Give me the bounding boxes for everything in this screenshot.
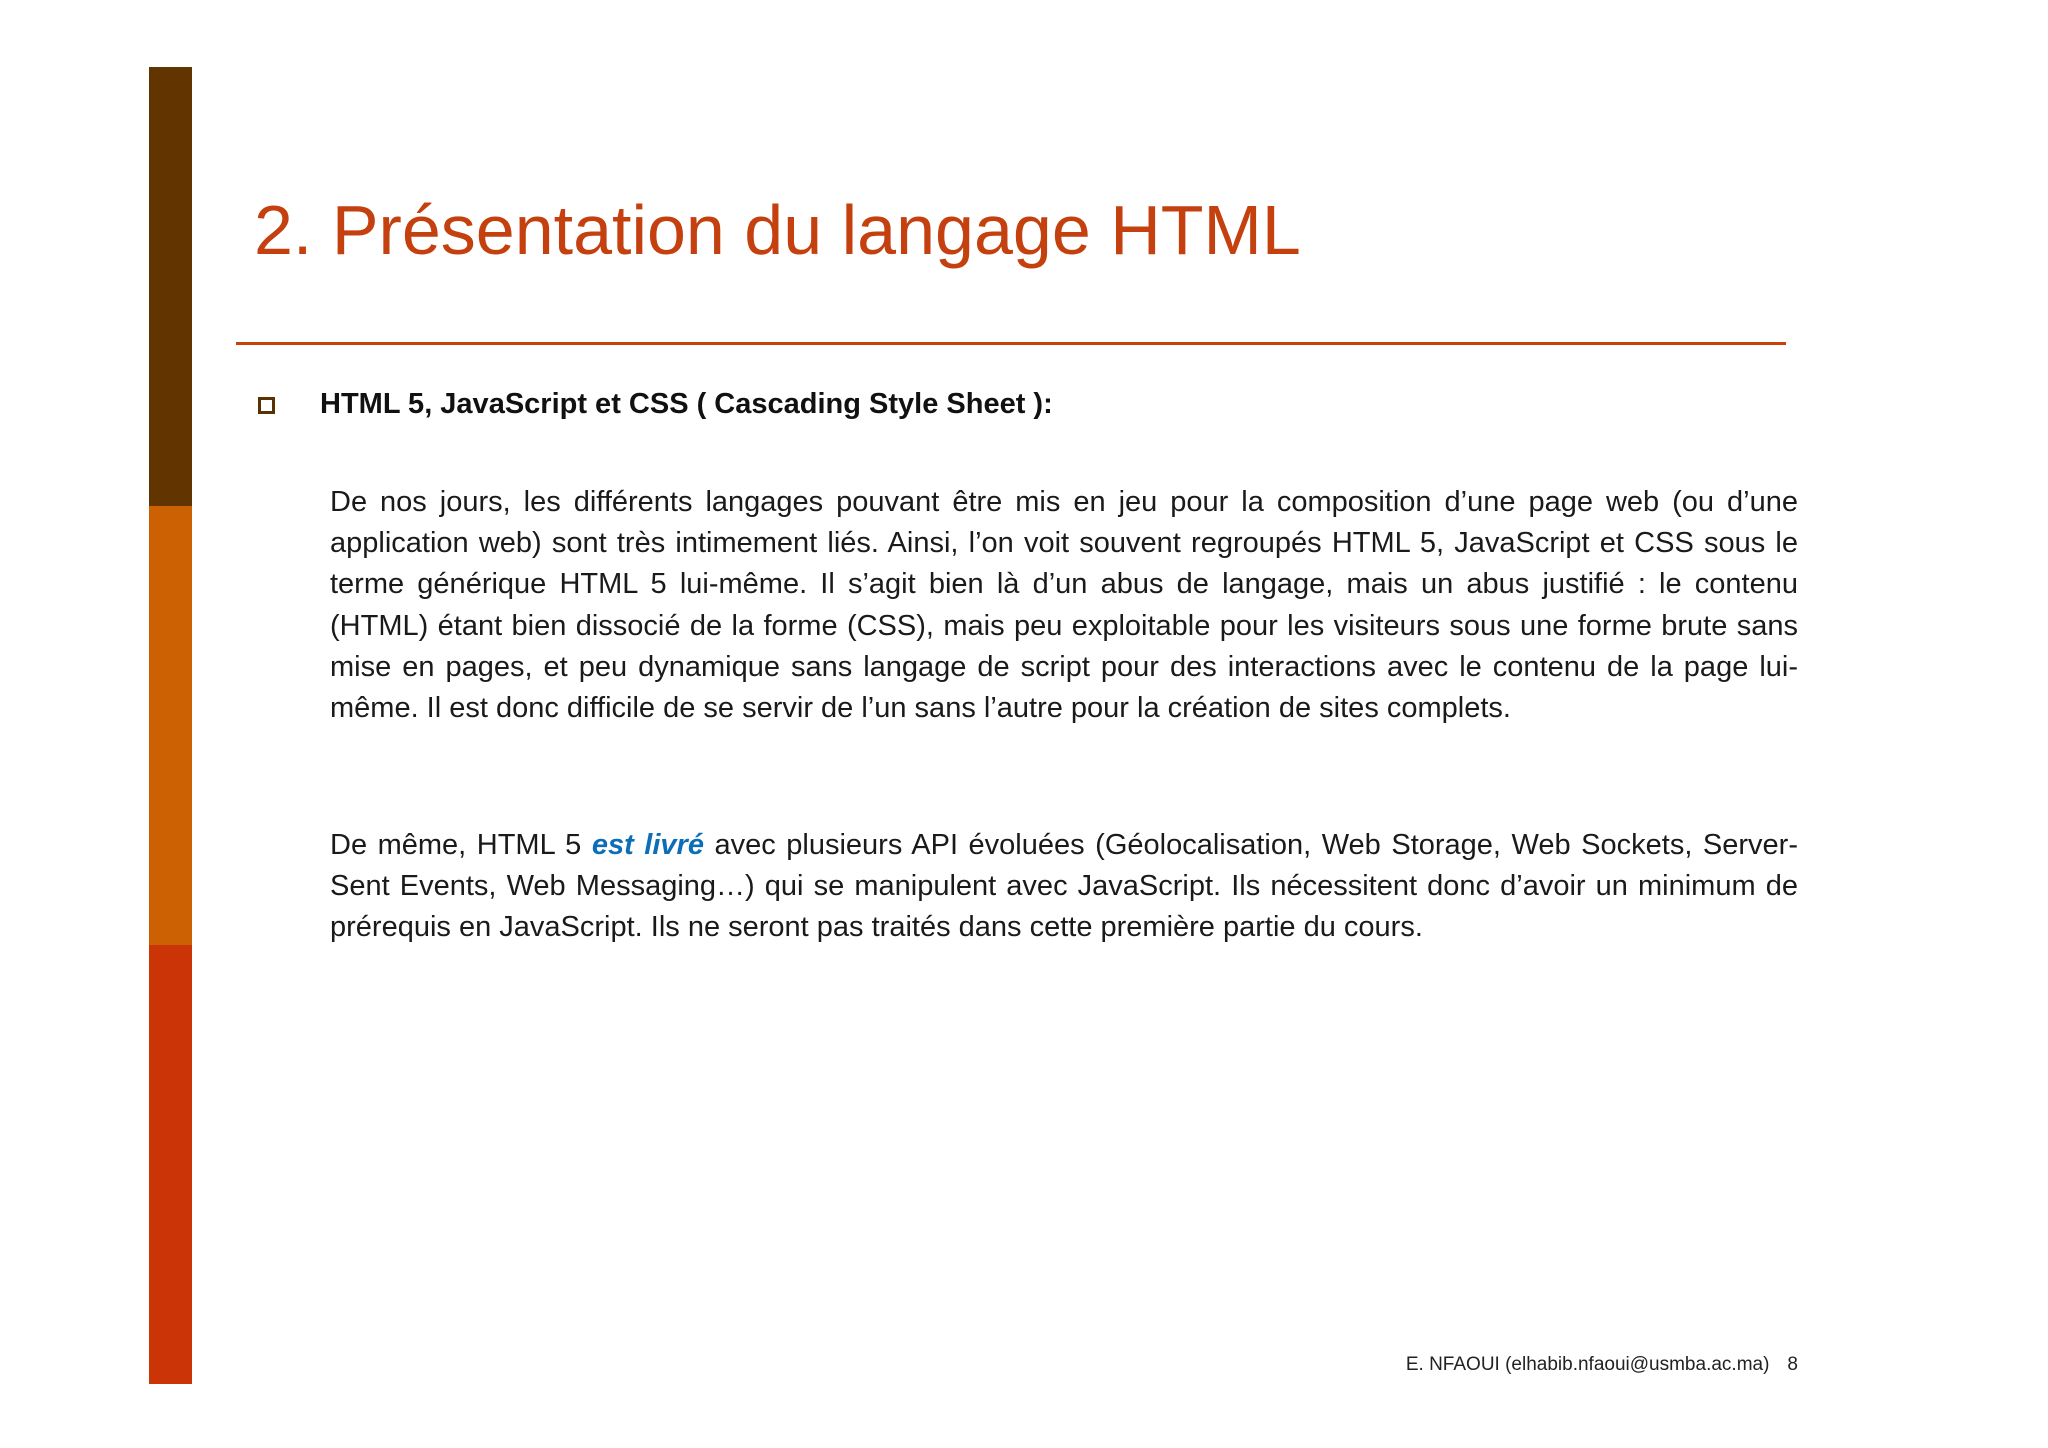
square-bullet-icon — [258, 397, 275, 414]
paragraph-2-emphasis: est livré — [591, 829, 704, 861]
paragraph-1: De nos jours, les différents langages pouvant être mis en jeu pour la composition d’une page web (ou d’une application web) sont très intimement liés. Ainsi, l’on voit souvent regroupés HTML 5, JavaScript et CSS sous le terme générique HTML 5 lui-même. Il s’agit bien là d’un abus de langage, mais un abus justifié : le contenu (HTML) étant bien dissocié de la forme (CSS), mais peu exploitable pour les visiteurs sous une forme brute sans mise en pages, et peu dynamique sans langage de script pour des interactions avec le contenu de la page lui-même. Il est donc difficile de se servir de l’un sans l’autre pour la création de sites complets. — [330, 486, 1798, 725]
paragraph-2 — [330, 825, 1798, 949]
sidebar-bar-orange — [149, 506, 192, 945]
slide-title: 2. Présentation du langage HTML — [254, 191, 1301, 269]
paragraph-2-lead: De même, HTML 5 — [330, 829, 592, 861]
paragraph-2-rest: avec plusieurs API évoluées (Géolocalisation, Web Storage, Web Sockets, Server-Sent Events, Web Messaging…) qui se manipulent avec JavaScript. Ils nécessitent donc d’avoir un minimum de prérequis en JavaScript. Ils ne seront pas traités dans cette première partie du cours. — [330, 829, 1798, 944]
footer — [1406, 1352, 1798, 1378]
footer-author: E. NFAOUI (elhabib.nfaoui@usmba.ac.ma) — [1405, 1354, 1770, 1375]
title-divider — [236, 342, 1786, 345]
sidebar-bar-brown — [149, 67, 192, 506]
sidebar-bar-red — [149, 945, 192, 1384]
bullet-heading: HTML 5, JavaScript et CSS ( Cascading Style Sheet ): — [320, 388, 1053, 420]
page-number: 8 — [1787, 1354, 1798, 1375]
